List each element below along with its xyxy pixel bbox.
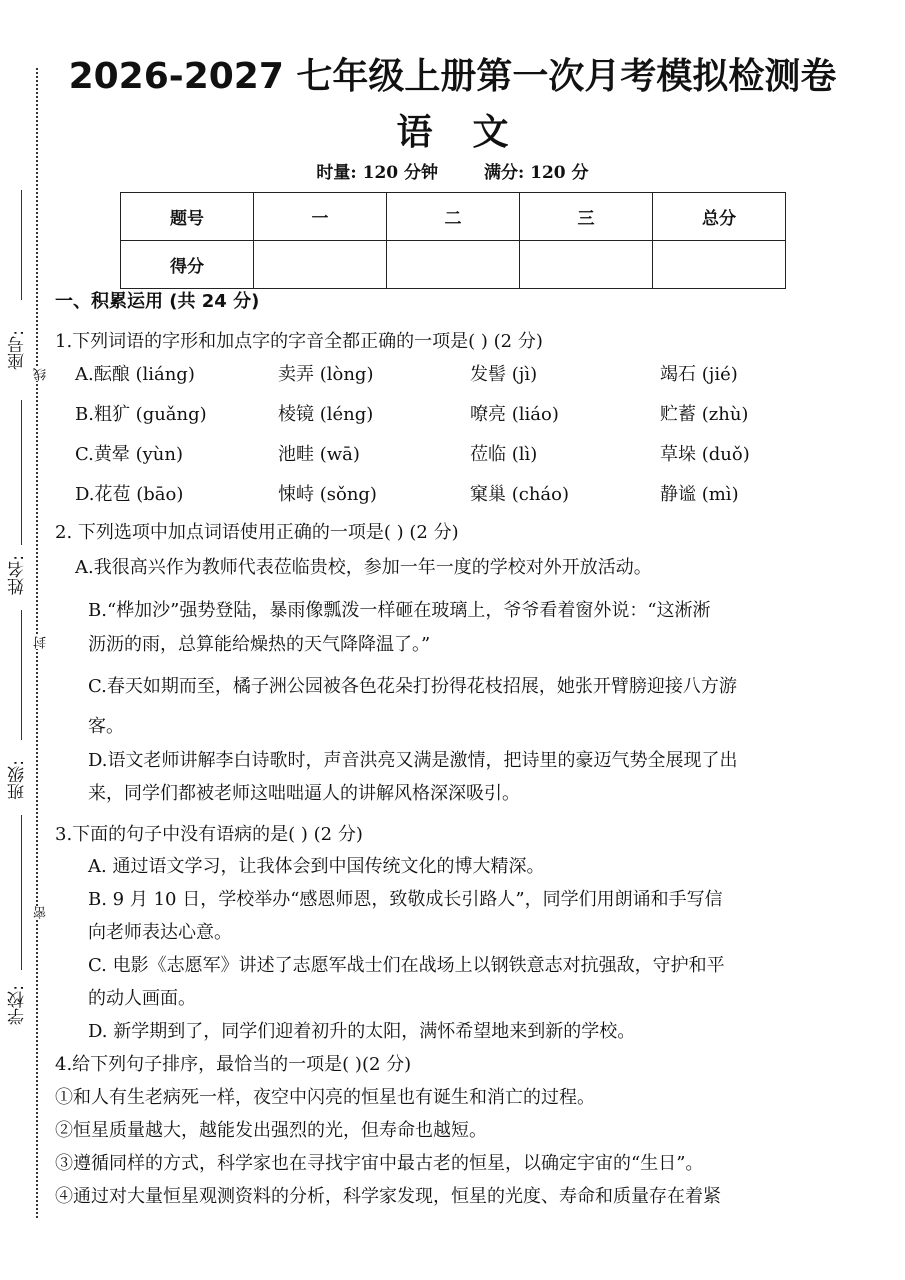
q1-option: D.花苞 (bāo) — [75, 484, 184, 505]
name-label: 姓名: — [8, 555, 28, 595]
q3-option-b: B. 9 月 10 日，学校举办“感恩师恩，致敬成长引路人”，同学们用朗诵和手写信 — [88, 889, 723, 910]
q1-option: B.粗犷 (guǎng) — [75, 404, 207, 425]
q1-option: A.酝酿 (liáng) — [75, 364, 195, 385]
q1-option: 发髻 (jì) — [470, 364, 538, 385]
q3-option-c: C. 电影《志愿军》讲述了志愿军战士们在战场上以钢铁意志对抗强敌，守护和平 — [88, 955, 725, 976]
score-blank-cell[interactable] — [520, 241, 653, 289]
q2-option-d: D.语文老师讲解李白诗歌时，声音洪亮又满是激情，把诗里的豪迈气势全展现了出 — [88, 750, 738, 771]
seat-label: 座号: — [8, 330, 28, 370]
score-blank-cell[interactable] — [254, 241, 387, 289]
binding-mark-line: 线 — [34, 368, 49, 381]
q1-option: 贮蓄 (zhù) — [660, 404, 749, 425]
full-score: 满分: 120 分 — [483, 163, 589, 183]
score-header-cell: 总分 — [653, 193, 786, 241]
q1-option: 池畦 (wā) — [278, 444, 360, 465]
score-table — [120, 192, 786, 289]
q2-option-d-cont: 来，同学们都被老师这咄咄逼人的讲解风格深深吸引。 — [88, 783, 520, 804]
q1-stem: 1.下列词语的字形和加点字的字音全都正确的一项是( ) (2 分) — [55, 331, 543, 352]
score-table-header-row — [121, 193, 786, 241]
q4-sentence: ②恒星质量越大，越能发出强烈的光，但寿命也越短。 — [55, 1120, 487, 1141]
q1-option: 悚峙 (sǒng) — [278, 484, 377, 505]
q2-option-b: B.“桦加沙”强势登陆，暴雨像瓢泼一样砸在玻璃上，爷爷看着窗外说：“这淅淅 — [88, 600, 711, 621]
q2-option-a: A.我很高兴作为教师代表莅临贵校，参加一年一度的学校对外开放活动。 — [75, 557, 652, 578]
q4-sentence: ③遵循同样的方式，科学家也在寻找宇宙中最古老的恒星，以确定宇宙的“生日”。 — [55, 1153, 704, 1174]
score-header-cell: 三 — [520, 193, 653, 241]
q3-option-a: A. 通过语文学习，让我体会到中国传统文化的博大精深。 — [88, 856, 545, 877]
score-header-cell: 二 — [387, 193, 520, 241]
q2-option-c-cont: 客。 — [88, 716, 124, 737]
class-blank-line — [21, 610, 22, 740]
q1-option: 莅临 (lì) — [470, 444, 538, 465]
q1-option: 草垛 (duǒ) — [660, 444, 750, 465]
q2-stem: 2. 下列选项中加点词语使用正确的一项是( ) (2 分) — [55, 522, 459, 543]
score-blank-cell[interactable] — [653, 241, 786, 289]
score-row-label: 得分 — [121, 241, 254, 289]
subject-title: 语文 — [396, 112, 549, 153]
name-blank-line — [21, 400, 22, 545]
q1-option: 窠巢 (cháo) — [470, 484, 570, 505]
section-heading: 一、积累运用 (共 24 分) — [55, 291, 260, 312]
q1-option: 静谧 (mì) — [660, 484, 739, 505]
q2-option-c: C.春天如期而至，橘子洲公园被各色花朵打扮得花枝招展，她张开臂膀迎接八方游 — [88, 676, 737, 697]
q3-stem: 3.下面的句子中没有语病的是( ) (2 分) — [55, 824, 363, 845]
q1-option: 棱镜 (léng) — [278, 404, 374, 425]
time-limit: 时量: 120 分钟 — [316, 163, 439, 183]
q1-option: 嘹亮 (liáo) — [470, 404, 559, 425]
q4-sentence: ①和人有生老病死一样，夜空中闪亮的恒星也有诞生和消亡的过程。 — [55, 1087, 595, 1108]
q3-option-d: D. 新学期到了，同学们迎着初升的太阳，满怀希望地来到新的学校。 — [88, 1021, 636, 1042]
binding-mark-seal: 封 — [34, 636, 49, 649]
school-label: 学校: — [8, 985, 28, 1025]
q3-option-c-cont: 的动人画面。 — [88, 988, 196, 1009]
q4-sentence: ④通过对大量恒星观测资料的分析，科学家发现，恒星的光度、寿命和质量存在着紧 — [55, 1186, 721, 1207]
q2-option-b-cont: 沥沥的雨，总算能给燥热的天气降降温了。” — [88, 634, 431, 655]
score-header-cell: 一 — [254, 193, 387, 241]
seat-blank-line — [21, 190, 22, 300]
q1-option: 卖弄 (lòng) — [278, 364, 374, 385]
exam-title: 2026-2027 七年级上册第一次月考模拟检测卷 — [68, 56, 837, 97]
q1-option: 竭石 (jié) — [660, 364, 738, 385]
score-table-score-row — [121, 241, 786, 289]
score-blank-cell[interactable] — [387, 241, 520, 289]
school-blank-line — [21, 815, 22, 970]
q4-stem: 4.给下列句子排序，最恰当的一项是( )(2 分) — [55, 1054, 412, 1075]
score-header-cell: 题号 — [121, 193, 254, 241]
exam-meta — [0, 158, 905, 183]
binding-mark-secret: 密 — [34, 906, 49, 919]
q3-option-b-cont: 向老师表达心意。 — [88, 922, 232, 943]
q1-option: C.黄晕 (yùn) — [75, 444, 183, 465]
class-label: 班级: — [8, 760, 28, 800]
